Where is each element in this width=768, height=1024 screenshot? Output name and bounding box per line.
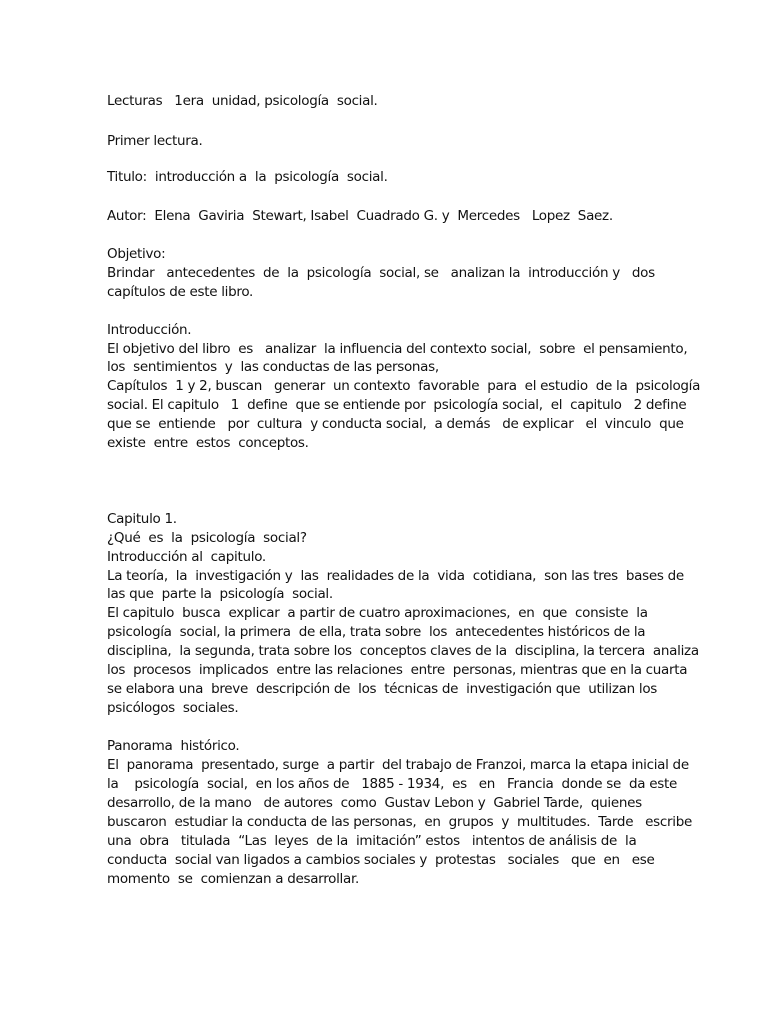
introduction-text-line: existe entre estos conceptos. [107, 435, 309, 451]
historical-overview-text-line: la psicología social, en los años de 1885 - 1934, es en Francia donde se da este [107, 776, 677, 792]
chapter-1-heading: Capitulo 1. [107, 511, 177, 527]
chapter-1-text-line: los procesos implicados entre las relaciones entre personas, mientras que en la cuarta [107, 662, 688, 678]
reading-label: Primer lectura. [107, 133, 203, 149]
chapter-1-text-line: psicólogos sociales. [107, 700, 239, 716]
historical-overview-text-line: buscaron estudiar la conducta de las personas, en grupos y multitudes. Tarde escribe [107, 814, 693, 830]
objective-heading: Objetivo: [107, 246, 166, 262]
author-line: Autor: Elena Gaviria Stewart, Isabel Cuadrado G. y Mercedes Lopez Saez. [107, 208, 613, 224]
introduction-text-line: los sentimientos y las conductas de las personas, [107, 359, 439, 375]
objective-text-line: capítulos de este libro. [107, 284, 254, 300]
introduction-text-line: que se entiende por cultura y conducta social, a demás de explicar el vinculo que [107, 416, 684, 432]
historical-overview-text-line: momento se comienzan a desarrollar. [107, 871, 359, 887]
introduction-text-line: Capítulos 1 y 2, buscan generar un contexto favorable para el estudio de la psicología [107, 378, 701, 394]
chapter-1-text-line: La teoría, la investigación y las realidades de la vida cotidiana, son las tres bases de [107, 568, 684, 584]
chapter-1-text-line: las que parte la psicología social. [107, 586, 333, 602]
historical-overview-heading: Panorama histórico. [107, 738, 240, 754]
objective-text-line: Brindar antecedentes de la psicología social, se analizan la introducción y dos [107, 265, 655, 281]
historical-overview-text-line: una obra titulada “Las leyes de la imitación” estos intentos de análisis de la [107, 833, 637, 849]
historical-overview-text-line: El panorama presentado, surge a partir del trabajo de Franzoi, marca la etapa inicial de [107, 757, 689, 773]
introduction-heading: Introducción. [107, 322, 192, 338]
historical-overview-text-line: conducta social van ligados a cambios sociales y protestas sociales que en ese [107, 852, 655, 868]
historical-overview-text-line: desarrollo, de la mano de autores como Gustav Lebon y Gabriel Tarde, quienes [107, 795, 642, 811]
chapter-1-question: ¿Qué es la psicología social? [107, 530, 307, 546]
introduction-text-line: El objetivo del libro es analizar la influencia del contexto social, sobre el pensamiento, [107, 341, 688, 357]
chapter-1-subheading: Introducción al capitulo. [107, 549, 266, 565]
chapter-1-text-line: El capitulo busca explicar a partir de cuatro aproximaciones, en que consiste la [107, 605, 648, 621]
title-line: Titulo: introducción a la psicología social. [107, 169, 388, 185]
document-header-line: Lecturas 1era unidad, psicología social. [107, 93, 378, 109]
chapter-1-text-line: se elabora una breve descripción de los técnicas de investigación que utilizan los [107, 681, 658, 697]
introduction-text-line: social. El capitulo 1 define que se entiende por psicología social, el capitulo 2 define [107, 397, 687, 413]
chapter-1-text-line: disciplina, la segunda, trata sobre los conceptos claves de la disciplina, la tercera analiza [107, 643, 699, 659]
chapter-1-text-line: psicología social, la primera de ella, trata sobre los antecedentes históricos de la [107, 624, 646, 640]
